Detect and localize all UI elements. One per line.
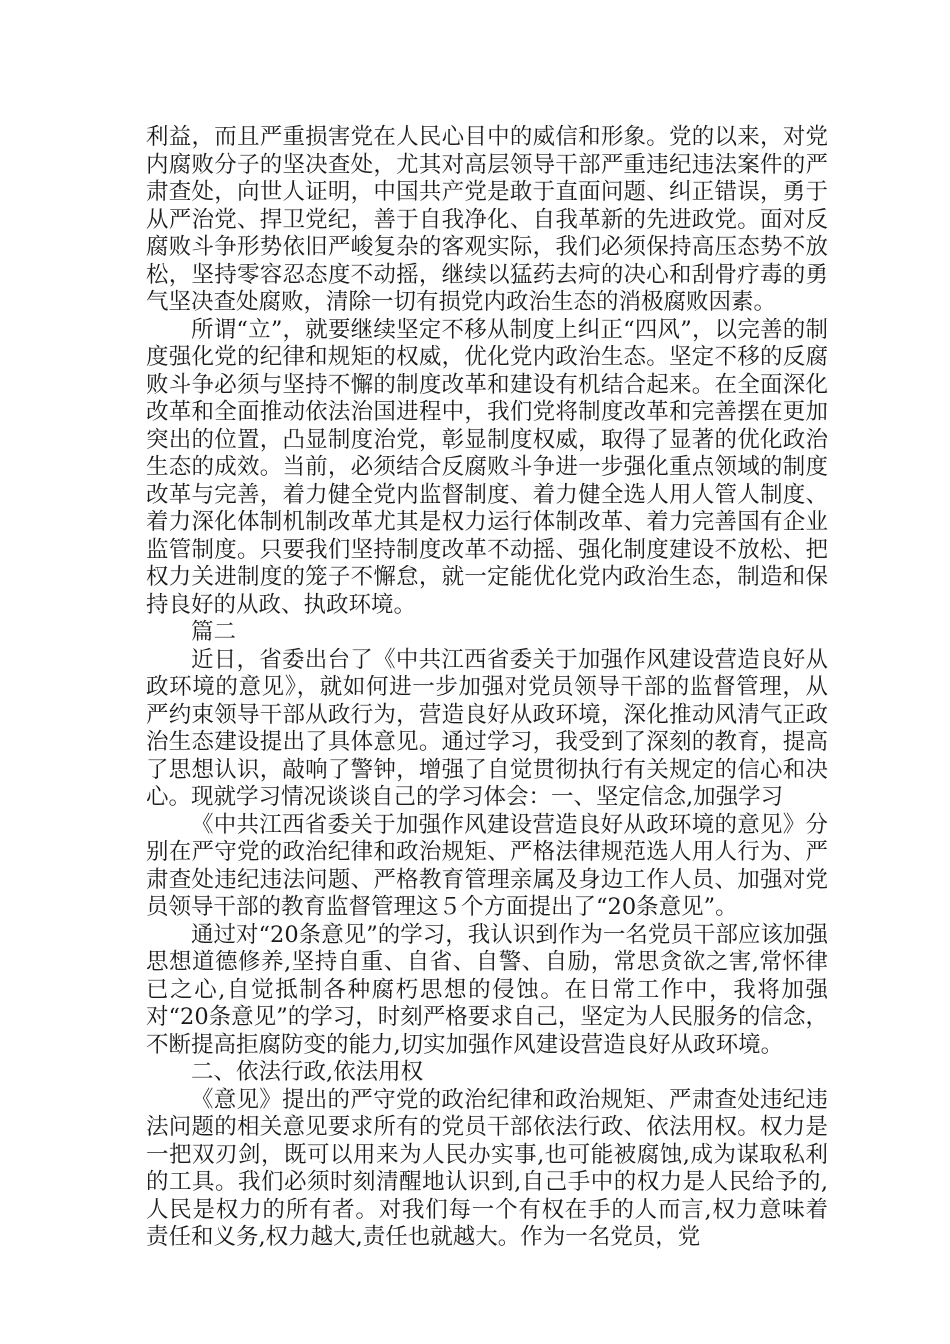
paragraph: 利益，而且严重损害党在人民心目中的威信和形象。党的以来，对党内腐败分子的坚决查处，尤其对高层领导干部严重违纪违法案件的严肃查处，向世人证明，中国共产党是敢于直面问题、纠正错误，勇于从严治党、捍卫党纪，善于自我净化、自我革新的先进政党。面对反腐败斗争形势依旧严峻复杂的客观实际，我们必须保持高压态势不放松，坚持零容忍态度不动摇，继续以猛药去疴的决心和刮骨疗毒的勇气坚决查处腐败，清除一切有损党内政治生态的消极腐败因素。 (146, 124, 828, 315)
paragraph: 《意见》提出的严守党的政治纪律和政治规矩、严肃查处违纪违法问题的相关意见要求所有的党员干部依法行政、依法用权。权力是一把双刃剑，既可以用来为人民办实事,也可能被腐蚀,成为谋取私利的工具。我们必须时刻清醒地认识到,自己手中的权力是人民给予的,人民是权力的所有者。对我们每一个有权在手的人而言,权力意味着责任和义务,权力越大,责任也就越大。作为一名党员，党 (146, 1086, 828, 1250)
section-heading: 二、依法行政,依法用权 (191, 1059, 424, 1085)
paragraph: 所谓“立”，就要继续坚定不移从制度上纠正“四风”，以完善的制度强化党的纪律和规矩的权威，优化党内政治生态。坚定不移的反腐败斗争必须与坚持不懈的制度改革和建设有机结合起来。在全面深化改革和全面推动依法治国进程中，我们党将制度改革和完善摆在更加突出的位置，凸显制度治党，彰显制度权威，取得了显著的优化政治生态的成效。当前，必须结合反腐败斗争进一步强化重点领域的制度改革与完善，着力健全党内监督制度、着力健全选人用人管人制度、着力深化体制机制改革尤其是权力运行体制改革、着力完善国有企业监管制度。只要我们坚持制度改革不动摇、强化制度建设不放松、把权力关进制度的笼子不懈怠，就一定能优化党内政治生态，制造和保持良好的从政、执政环境。 (146, 316, 828, 618)
section-heading: 篇二 (191, 619, 237, 645)
document-body (146, 124, 828, 1252)
paragraph: 通过对“20条意见”的学习，我认识到作为一名党员干部应该加强思想道德修养,坚持自重、自省、自警、自励，常思贪欲之害,常怀律已之心,自觉抵制各种腐朽思想的侵蚀。在日常工作中，我将加强对“20条意见”的学习，时刻严格要求自己，坚定为人民服务的信念，不断提高拒腐防变的能力,切实加强作风建设营造良好从政环境。 (146, 921, 828, 1058)
paragraph: 《中共江西省委关于加强作风建设营造良好从政环境的意见》分别在严守党的政治纪律和政治规矩、严格法律规范选人用人行为、严肃查处违纪违法问题、严格教育管理亲属及身边工作人员、加强对党员领导干部的教育监督管理这５个方面提出了“20条意见”。 (146, 811, 828, 920)
paragraph: 近日，省委出台了《中共江西省委关于加强作风建设营造良好从政环境的意见》，就如何进一步加强对党员领导干部的监督管理，从严约束领导干部从政行为，营造良好从政环境，深化推动风清气正政治生态建设提出了具体意见。通过学习，我受到了深刻的教育，提高了思想认识，敲响了警钟，增强了自觉贯彻执行有关规定的信心和决心。现就学习情况谈谈自己的学习体会：一、坚定信念,加强学习 (146, 646, 828, 810)
